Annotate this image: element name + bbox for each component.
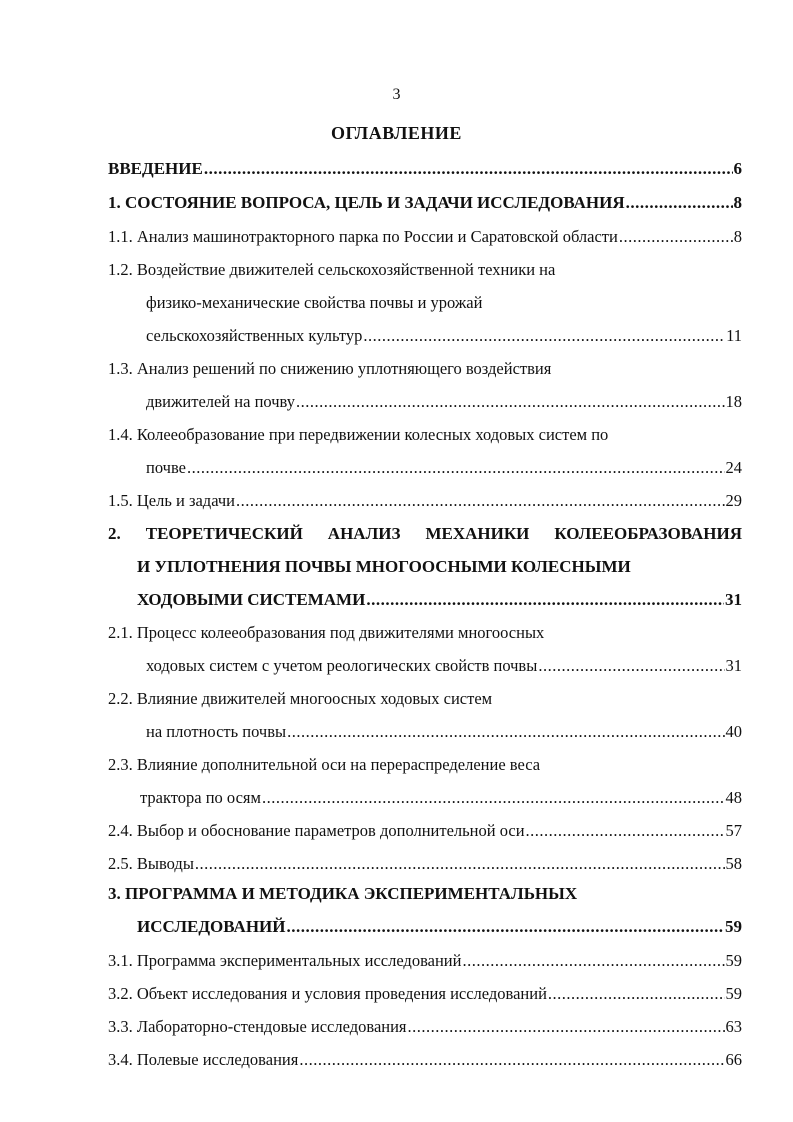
toc-entry-2-2-line2	[146, 721, 742, 743]
toc-entry-text: 2.5. Выводы	[108, 854, 194, 873]
toc-entry-text: сельскохозяйственных культур	[146, 326, 363, 345]
toc-entry-1-2-line1	[108, 259, 742, 281]
toc-entry-text: 3.4. Полевые исследования	[108, 1050, 299, 1069]
toc-entry-text: 3. ПРОГРАММА И МЕТОДИКА ЭКСПЕРИМЕНТАЛЬНЫХ	[108, 884, 578, 903]
toc-entry-1-4-line1	[108, 424, 742, 446]
toc-entry-text: движителей на почву	[146, 392, 295, 411]
toc-entry-chapter-3-line1	[108, 883, 742, 905]
toc-entry-chapter-3-line2	[137, 916, 742, 938]
toc-entry-1-5	[108, 490, 742, 512]
toc-entry-text: ВВЕДЕНИЕ	[108, 159, 203, 178]
toc-entry-text: И УПЛОТНЕНИЯ ПОЧВЫ МНОГООСНЫМИ КОЛЕСНЫМИ	[137, 557, 631, 576]
toc-entry-text: 2.3. Влияние дополнительной оси на перераспределение веса	[108, 755, 541, 774]
toc-entry-text: 2. ТЕОРЕТИЧЕСКИЙ АНАЛИЗ МЕХАНИКИ КОЛЕЕОБРАЗОВАНИЯ	[108, 524, 742, 543]
toc-entry-page: 57	[725, 821, 742, 840]
toc-entry-chapter-2-line2	[137, 556, 742, 578]
toc-entry-text: почве	[146, 458, 186, 477]
toc-entry-page: 48	[725, 788, 742, 807]
toc-entry-page: 24	[725, 458, 742, 477]
toc-entry-1-2-line3	[146, 325, 742, 347]
toc-entry-1-3-line1	[108, 358, 742, 380]
toc-entry-2-4	[108, 820, 742, 842]
toc-entry-text: 1. СОСТОЯНИЕ ВОПРОСА, ЦЕЛЬ И ЗАДАЧИ ИССЛЕДОВАНИЯ	[108, 193, 625, 212]
toc-entry-chapter-1	[108, 192, 742, 214]
toc-entry-text: 1.1. Анализ машинотракторного парка по России и Саратовской области	[108, 227, 618, 246]
toc-entry-2-1-line2	[146, 655, 742, 677]
toc-entry-2-1-line1	[108, 622, 742, 644]
toc-entry-page: 59	[725, 917, 742, 936]
toc-entry-text: физико-механические свойства почвы и урожай	[146, 293, 483, 312]
toc-title: ОГЛАВЛЕНИЕ	[331, 123, 462, 143]
toc-entry-page: 31	[725, 656, 742, 675]
toc-entry-page: 59	[725, 984, 742, 1003]
toc-entry-1-3-line2	[146, 391, 742, 413]
toc-entry-page: 40	[725, 722, 742, 741]
toc-entry-3-3	[108, 1016, 742, 1038]
toc-entry-2-2-line1	[108, 688, 742, 710]
toc-entry-text: трактора по осям	[140, 788, 261, 807]
toc-entry-page: 18	[725, 392, 742, 411]
toc-entry-text: ходовых систем с учетом реологических свойств почвы	[146, 656, 538, 675]
toc-entry-text: 3.2. Объект исследования и условия проведения исследований	[108, 984, 547, 1003]
toc-entry-introduction	[108, 158, 742, 180]
toc-entry-1-1	[108, 226, 742, 248]
toc-entry-page: 8	[733, 227, 742, 246]
toc-entry-page: 29	[725, 491, 742, 510]
toc-entry-page: 11	[726, 326, 742, 345]
toc-entry-text: ХОДОВЫМИ СИСТЕМАМИ	[137, 590, 366, 609]
toc-entry-2-3-line1	[108, 754, 742, 776]
toc-entry-page: 66	[725, 1050, 742, 1069]
toc-entry-text: 1.3. Анализ решений по снижению уплотняющего воздействия	[108, 359, 552, 378]
toc-entry-page: 63	[725, 1017, 742, 1036]
toc-entry-3-2	[108, 983, 742, 1005]
toc-entry-page: 8	[733, 193, 742, 212]
toc-entry-text: 1.4. Колееобразование при передвижении колесных ходовых систем по	[108, 425, 609, 444]
toc-entry-page: 58	[725, 854, 742, 873]
toc-entry-chapter-2-line1	[108, 523, 742, 545]
toc-entry-text: на плотность почвы	[146, 722, 287, 741]
toc-entry-3-1	[108, 950, 742, 972]
toc-entry-1-2-line2	[146, 292, 742, 314]
page-number: 3	[392, 86, 401, 103]
toc-entry-3-4	[108, 1049, 742, 1071]
toc-entry-text: 3.1. Программа экспериментальных исследований	[108, 951, 462, 970]
toc-entry-2-3-line2	[140, 787, 742, 809]
toc-entry-2-5	[108, 853, 742, 875]
toc-entry-page: 31	[725, 590, 742, 609]
toc-entry-chapter-2-line3	[137, 589, 742, 611]
toc-entry-1-4-line2	[146, 457, 742, 479]
toc-entry-page: 6	[733, 159, 742, 178]
toc-entry-text: 1.2. Воздействие движителей сельскохозяйственной техники на	[108, 260, 556, 279]
toc-entry-text: 2.4. Выбор и обоснование параметров дополнительной оси	[108, 821, 525, 840]
toc-entry-page: 59	[725, 951, 742, 970]
toc-entry-text: 2.1. Процесс колееобразования под движителями многоосных	[108, 623, 545, 642]
toc-entry-text: 2.2. Влияние движителей многоосных ходовых систем	[108, 689, 493, 708]
toc-entry-text: 3.3. Лабораторно-стендовые исследования	[108, 1017, 407, 1036]
toc-entry-text: 1.5. Цель и задачи	[108, 491, 235, 510]
toc-entry-text: ИССЛЕДОВАНИЙ	[137, 917, 286, 936]
